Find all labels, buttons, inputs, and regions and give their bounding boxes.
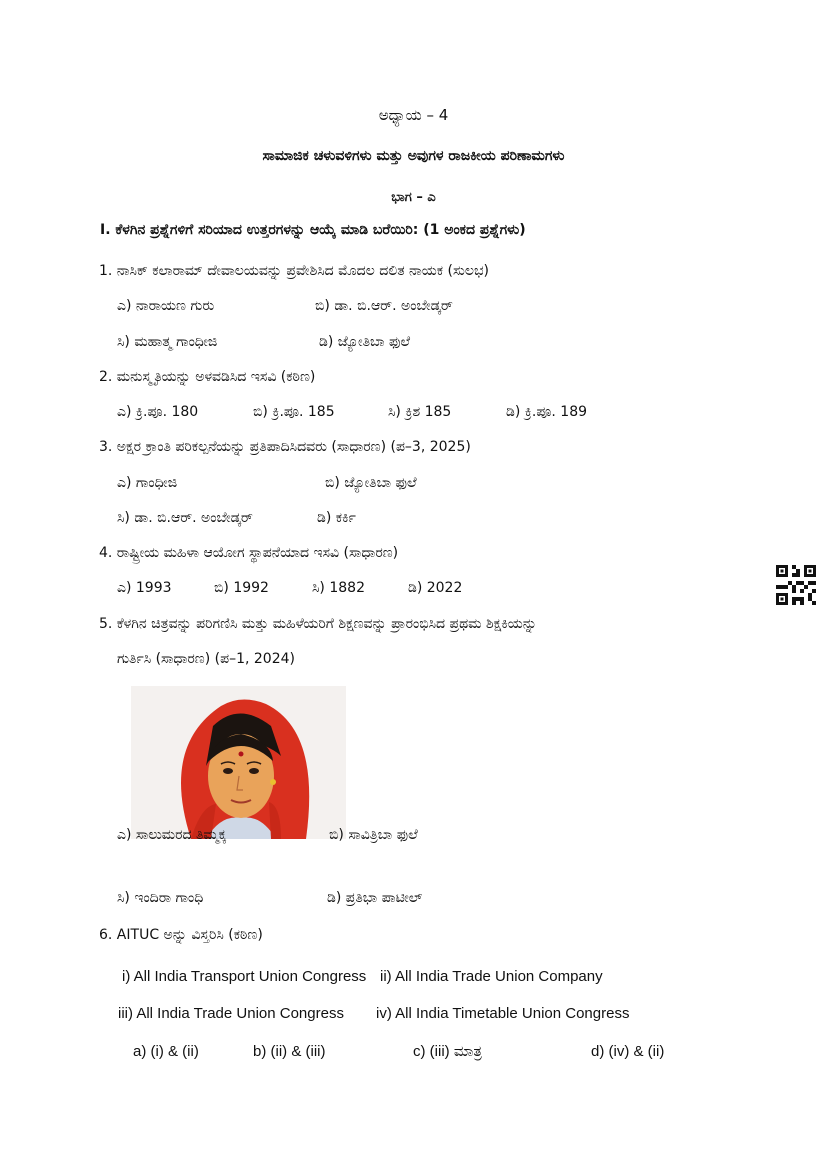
question-4: 4. ರಾಷ್ಟ್ರೀಯ ಮಹಿಳಾ ಆಯೋಗ ಸ್ಥಾಪನೆಯಾದ ಇಸವಿ (ಸಾಧಾರಣ) [99,545,399,561]
q1-option-b: ಬಿ) ಡಾ. ಬಿ.ಆರ್. ಅಂಬೇಡ್ಕರ್ [315,298,453,314]
question-1: 1. ನಾಸಿಕ್ ಕಲಾರಾಮ್ ದೇವಾಲಯವನ್ನು ಪ್ರವೇಶಿಸಿದ ಮೊದಲ ದಲಿತ ನಾಯಕ (ಸುಲಭ) [99,263,489,279]
q6-option-c: c) (iii) ಮಾತ್ರ [413,1043,482,1060]
q6-expansion-i: i) All India Transport Union Congress [122,968,367,985]
q5-option-a: ಎ) ಸಾಲುಮರದ ತಿಮ್ಮಕ್ಕ [117,827,227,843]
part-label: ಭಾಗ – ಎ [391,190,436,205]
q6-expansion-ii: ii) All India Trade Union Company [380,968,603,985]
q6-option-b: b) (ii) & (iii) [253,1043,326,1060]
q2-option-d: ಡಿ) ಕ್ರಿ.ಪೂ. 189 [506,404,588,420]
q3-option-c: ಸಿ) ಡಾ. ಬಿ.ಆರ್. ಅಂಬೇಡ್ಕರ್ [117,510,253,526]
q3-option-a: ಎ) ಗಾಂಧೀಜಿ [117,475,178,491]
question-5: 5. ಕೆಳಗಿನ ಚಿತ್ರವನ್ನು ಪರಿಗಣಿಸಿ ಮತ್ತು ಮಹಿಳೆಯರಿಗೆ ಶಿಕ್ಷಣವನ್ನು ಪ್ರಾರಂಭಿಸಿದ ಪ್ರಥಮ ಶಿಕ್ಷಕಿಯನ್ನು [99,616,537,632]
q4-option-a: ಎ) 1993 [117,580,172,596]
question-3: 3. ಅಕ್ಷರ ಕ್ರಾಂತಿ ಪರಿಕಲ್ಪನೆಯನ್ನು ಪ್ರತಿಪಾದಿಸಿದವರು (ಸಾಧಾರಣ) (ಪ–3, 2025) [99,439,471,455]
q3-option-d: ಡಿ) ಕರ್ಕಿ [317,510,356,526]
q1-option-d: ಡಿ) ಜ್ಯೋತಿಬಾ ಫುಲೆ [319,334,410,350]
q4-option-b: ಬಿ) 1992 [214,580,269,596]
q1-option-a: ಎ) ನಾರಾಯಣ ಗುರು [117,298,215,314]
question-6: 6. AITUC ಅನ್ನು ವಿಸ್ತರಿಸಿ (ಕಠಿಣ) [99,927,263,943]
q2-option-b: ಬಿ) ಕ್ರಿ.ಪೂ. 185 [253,404,335,420]
q4-option-d: ಡಿ) 2022 [408,580,463,596]
section-heading: I. ಕೆಳಗಿನ ಪ್ರಶ್ನೆಗಳಿಗೆ ಸರಿಯಾದ ಉತ್ತರಗಳನ್ನು ಆಯ್ಕೆ ಮಾಡಿ ಬರೆಯಿರಿ: (1 ಅಂಕದ ಪ್ರಶ್ನೆಗಳು) [100,222,526,238]
portrait-image [131,686,346,839]
chapter-number: ಅಧ್ಯಾಯ – 4 [378,106,449,124]
q6-option-a: a) (i) & (ii) [133,1043,199,1060]
qr-code-icon [776,565,816,605]
q5-option-b: ಬಿ) ಸಾವಿತ್ರಿಬಾ ಫುಲೆ [329,827,418,843]
q3-option-b: ಬಿ) ಜ್ಯೋತಿಬಾ ಫುಲೆ [325,475,417,491]
question-5-continued: ಗುರ್ತಿಸಿ (ಸಾಧಾರಣ) (ಪ–1, 2024) [117,651,295,667]
chapter-title: ಸಾಮಾಜಿಕ ಚಳುವಳಿಗಳು ಮತ್ತು ಅವುಗಳ ರಾಜಕೀಯ ಪರಿಣಾಮಗಳು [262,148,565,164]
q6-expansion-iii: iii) All India Trade Union Congress [118,1005,344,1022]
q2-option-c: ಸಿ) ಕ್ರಿಶ 185 [388,404,452,420]
q6-option-d: d) (iv) & (ii) [591,1043,665,1060]
q6-expansion-iv: iv) All India Timetable Union Congress [376,1005,630,1022]
q1-option-c: ಸಿ) ಮಹಾತ್ಮ ಗಾಂಧೀಜಿ [117,334,218,350]
q4-option-c: ಸಿ) 1882 [312,580,365,596]
q5-option-d: ಡಿ) ಪ್ರತಿಭಾ ಪಾಟೀಲ್ [327,890,423,906]
q5-option-c: ಸಿ) ಇಂದಿರಾ ಗಾಂಧಿ [117,890,204,906]
question-2: 2. ಮನುಸ್ಮೃತಿಯನ್ನು ಅಳವಡಿಸಿದ ಇಸವಿ (ಕಠಿಣ) [99,369,316,385]
q2-option-a: ಎ) ಕ್ರಿ.ಪೂ. 180 [117,404,199,420]
